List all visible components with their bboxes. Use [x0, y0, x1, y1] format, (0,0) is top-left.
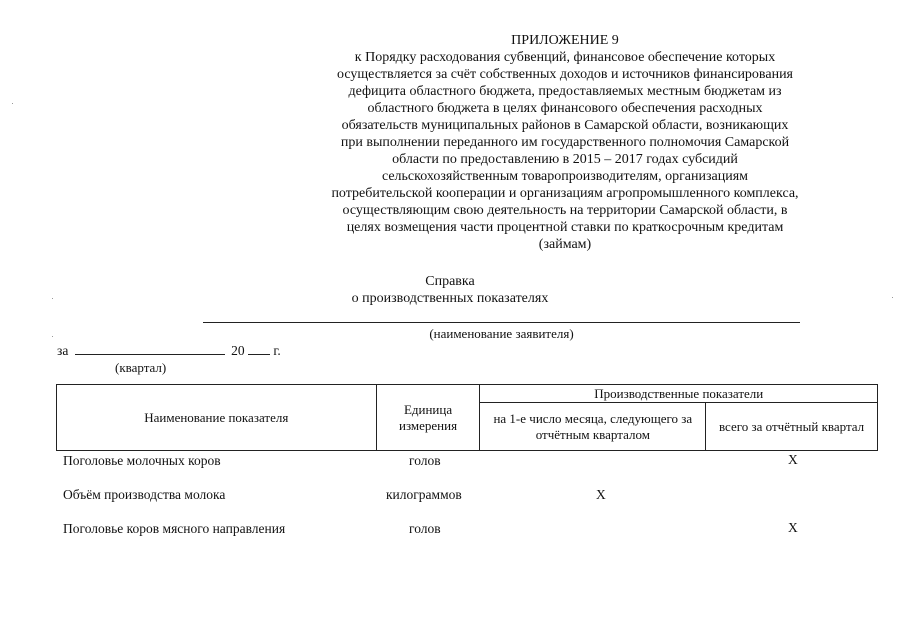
header-first-day: на 1-е число месяца, следующего за отчётным кварталом: [480, 403, 706, 451]
scan-speck: [52, 336, 53, 337]
header-total: всего за отчётный квартал: [706, 403, 878, 451]
quarter-hint: (квартал): [115, 360, 167, 375]
row-unit: голов: [409, 453, 441, 468]
header-unit: Единица измерения: [376, 385, 480, 451]
scan-speck: [52, 298, 53, 299]
scan-speck: [12, 103, 13, 104]
document-title: Справка: [425, 274, 475, 289]
row-name: Объём производства молока: [63, 487, 226, 502]
row-first-day: Х: [596, 487, 606, 502]
scan-speck: [892, 297, 893, 298]
header-group: Производственные показатели: [480, 385, 878, 403]
row-unit: голов: [409, 521, 441, 536]
row-total: Х: [788, 520, 798, 535]
year-suffix: г.: [273, 343, 281, 358]
document-subtitle: о производственных показателях: [351, 291, 549, 306]
row-total: Х: [788, 452, 798, 467]
document-heading: [250, 273, 650, 307]
row-name: Поголовье коров мясного направления: [63, 521, 286, 536]
period-prefix: за: [57, 343, 69, 358]
appendix-reference-text: к Порядку расходования субвенций, финансовое обеспечение которых осуществляется за счёт собственных доходов и источников финансирования дефицита областного бюджета, предоставляемых местным бюджетам из областного бюджета в целях финансового обеспечения расходных обязательств муниципальных районов в Самарской области, возникающих при выполнении переданного им государственного полномочия Самарской области по предоставлению в 2015 – 2017 годах субсидий сельскохозяйственным товаропроизводителям, организациям потребительской кооперации и организациям агропромышленного комплекса, осуществляющим свою деятельность на территории Самарской области, в целях возмещения части процентной ставки по краткосрочным кредитам (займам): [331, 50, 799, 252]
period-line: [57, 343, 281, 359]
applicant-name-line: [203, 322, 800, 323]
year-prefix: 20: [231, 343, 245, 358]
appendix-block: [330, 32, 800, 253]
header-indicator: Наименование показателя: [57, 385, 377, 451]
quarter-blank: [75, 343, 225, 355]
row-unit: килограммов: [386, 487, 462, 502]
applicant-hint: (наименование заявителя): [429, 326, 574, 341]
indicators-table-header: [56, 384, 878, 451]
appendix-title: ПРИЛОЖЕНИЕ 9: [511, 33, 619, 48]
year-blank: [248, 343, 270, 355]
row-name: Поголовье молочных коров: [63, 453, 221, 468]
